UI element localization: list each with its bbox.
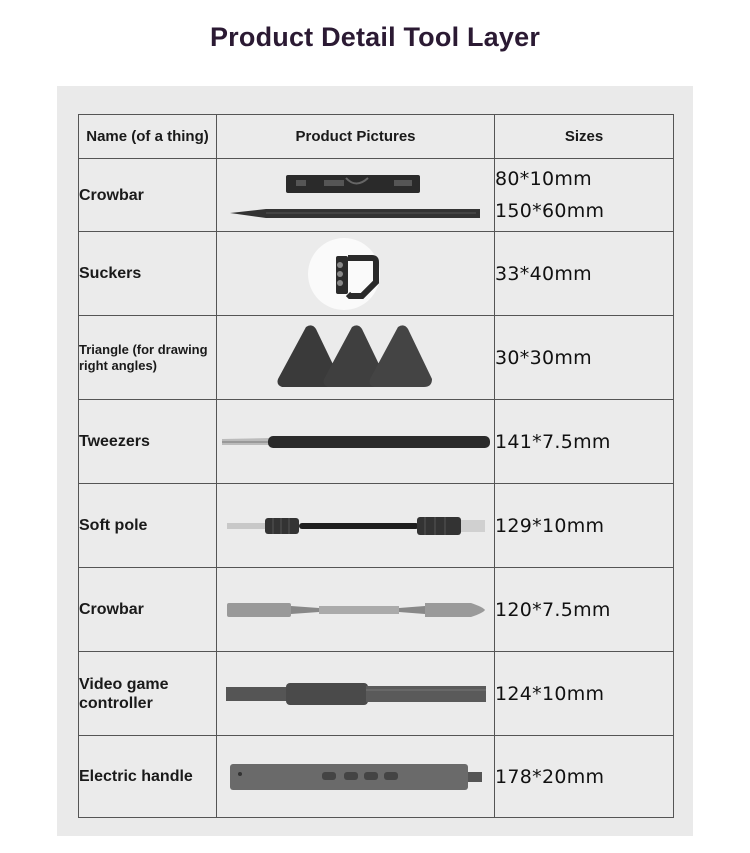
row-name: Crowbar [79, 159, 217, 232]
row-sizes [495, 652, 674, 736]
crowbar-pry-bars-icon [226, 165, 486, 225]
product-picture [217, 484, 495, 568]
row-sizes [495, 736, 674, 818]
spudger-icon [225, 599, 487, 621]
tool-spec-table [78, 114, 674, 818]
row-name: Triangle (for drawing right angles) [79, 316, 217, 400]
table-row [79, 568, 674, 652]
size-value: 129*10mm [495, 514, 605, 537]
row-name: Soft pole [79, 484, 217, 568]
product-picture [217, 652, 495, 736]
table-row [79, 159, 674, 232]
product-picture [217, 316, 495, 400]
table-row [79, 652, 674, 736]
row-name: Suckers [79, 232, 217, 316]
row-name: Crowbar [79, 568, 217, 652]
tweezers-icon [220, 432, 492, 452]
triangle-picks-icon [276, 323, 436, 393]
header-name: Name (of a thing) [79, 115, 217, 159]
header-sizes: Sizes [495, 115, 674, 159]
table-row [79, 736, 674, 818]
table-row [79, 484, 674, 568]
row-sizes [495, 316, 674, 400]
electric-screwdriver-icon [228, 762, 484, 792]
row-name: Video game controller [79, 652, 217, 736]
product-picture [217, 568, 495, 652]
table-row [79, 400, 674, 484]
extension-rod-icon [224, 681, 488, 707]
header-pictures: Product Pictures [217, 115, 495, 159]
row-sizes [495, 232, 674, 316]
suction-cup-icon [306, 236, 406, 312]
size-value: 178*20mm [495, 765, 605, 788]
flexible-shaft-icon [225, 514, 487, 538]
product-picture [217, 736, 495, 818]
table-header-row [79, 115, 674, 159]
page-title: Product Detail Tool Layer [209, 22, 541, 52]
product-picture [217, 400, 495, 484]
row-sizes [495, 484, 674, 568]
product-picture [217, 232, 495, 316]
row-sizes [495, 159, 674, 232]
size-value: 141*7.5mm [495, 430, 611, 453]
size-value: 124*10mm [495, 682, 605, 705]
product-picture [217, 159, 495, 232]
table-row [79, 232, 674, 316]
row-name: Tweezers [79, 400, 217, 484]
size-value: 120*7.5mm [495, 598, 611, 621]
row-name: Electric handle [79, 736, 217, 818]
size-value: 80*10mm [495, 168, 592, 190]
size-value: 33*40mm [495, 262, 592, 285]
size-value: 150*60mm [495, 200, 605, 222]
table-row [79, 316, 674, 400]
row-sizes [495, 568, 674, 652]
size-value: 30*30mm [495, 346, 592, 369]
row-sizes [495, 400, 674, 484]
